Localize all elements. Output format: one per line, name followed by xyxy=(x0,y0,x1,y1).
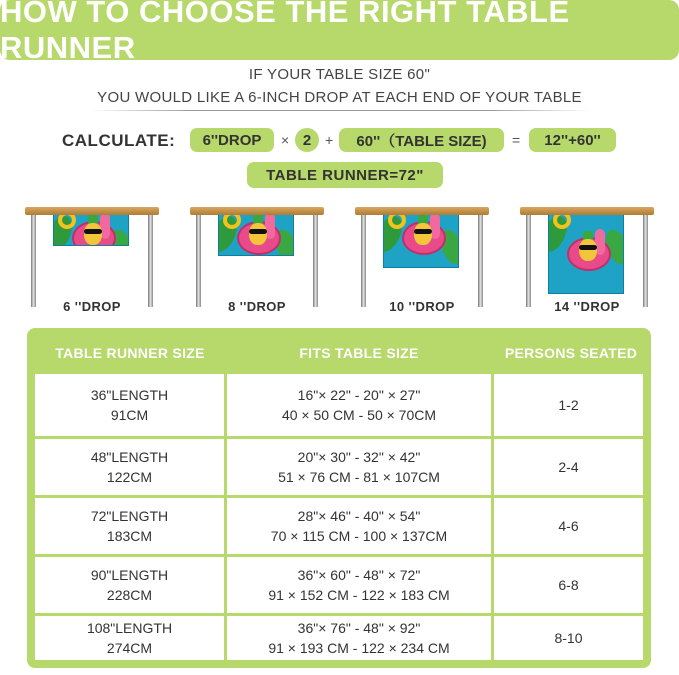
table-leg xyxy=(148,215,153,307)
table-top xyxy=(190,207,324,215)
table-leg xyxy=(31,215,36,307)
title-banner xyxy=(0,0,679,65)
calculation-row xyxy=(0,128,679,156)
drop-label: 10 ''DROP xyxy=(389,299,455,314)
flamingo-pineapple-print-icon xyxy=(383,208,459,268)
drop-label: 6 ''DROP xyxy=(63,299,121,314)
table-leg xyxy=(478,215,483,307)
size-table xyxy=(27,328,651,668)
persons-seated-cell: 6-8 xyxy=(494,557,643,613)
runner-size-cell: 108"LENGTH 274CM xyxy=(35,616,224,660)
multiplier-pill: 2 xyxy=(295,128,319,152)
drop-term-pill: 6''DROP xyxy=(190,128,274,152)
table-size-pill: 60''（TABLE SIZE) xyxy=(339,128,504,152)
result-pill: TABLE RUNNER=72" xyxy=(247,162,443,188)
table-leg xyxy=(361,215,366,307)
table-illustration-6 xyxy=(25,207,159,317)
runner-size-cell: 48"LENGTH 122CM xyxy=(35,439,224,495)
table-top xyxy=(520,207,654,215)
persons-seated-cell: 1-2 xyxy=(494,374,643,436)
fits-table-size-cell: 28"× 46" - 40" × 54" 70 × 115 CM - 100 × 137CM xyxy=(227,498,491,554)
multiply-sign: × xyxy=(281,132,290,148)
persons-seated-cell: 2-4 xyxy=(494,439,643,495)
table-leg xyxy=(196,215,201,307)
equals-sign: = xyxy=(512,132,521,148)
persons-seated-cell: 8-10 xyxy=(494,616,643,660)
fits-table-size-cell: 16"× 22" - 20" × 27" 40 × 50 CM - 50 × 70CM xyxy=(227,374,491,436)
intro-line-1: IF YOUR TABLE SIZE 60" xyxy=(248,66,431,83)
fits-table-size-cell: 20"× 30" - 32" × 42" 51 × 76 CM - 81 × 107CM xyxy=(227,439,491,495)
runner-size-cell: 90"LENGTH 228CM xyxy=(35,557,224,613)
table-illustration-8 xyxy=(190,207,324,317)
table-leg xyxy=(643,215,648,307)
fits-table-size-cell: 36"× 76" - 48" × 92" 91 × 193 CM - 122 × 234 CM xyxy=(227,616,491,660)
table-illustration-10 xyxy=(355,207,489,317)
table-leg xyxy=(526,215,531,307)
table-illustration-14 xyxy=(520,207,654,317)
intro-line-2: YOU WOULD LIKE A 6-INCH DROP AT EACH END OF YOUR TABLE xyxy=(97,89,582,106)
table-top xyxy=(25,207,159,215)
drop-label: 8 ''DROP xyxy=(228,299,286,314)
drop-label: 14 ''DROP xyxy=(554,299,620,314)
fits-table-size-cell: 36"× 60" - 48" × 72" 91 × 152 CM - 122 × 183 CM xyxy=(227,557,491,613)
header-runner-size: TABLE RUNNER SIZE xyxy=(55,345,205,361)
flamingo-pineapple-print-icon xyxy=(218,208,294,256)
table-leg xyxy=(313,215,318,307)
flamingo-pineapple-print-icon xyxy=(548,208,624,294)
header-fits-table-size: FITS TABLE SIZE xyxy=(299,345,419,361)
plus-sign: + xyxy=(325,132,334,148)
page-title: HOW TO CHOOSE THE RIGHT TABLE RUNNER xyxy=(0,0,570,65)
persons-seated-cell: 4-6 xyxy=(494,498,643,554)
table-top xyxy=(355,207,489,215)
runner-size-cell: 36"LENGTH 91CM xyxy=(35,374,224,436)
calculate-label: CALCULATE: xyxy=(62,131,176,150)
sum-pill: 12''+60'' xyxy=(529,128,616,152)
divider xyxy=(90,110,590,111)
runner-size-cell: 72"LENGTH 183CM xyxy=(35,498,224,554)
header-persons-seated: PERSONS SEATED xyxy=(504,345,638,361)
